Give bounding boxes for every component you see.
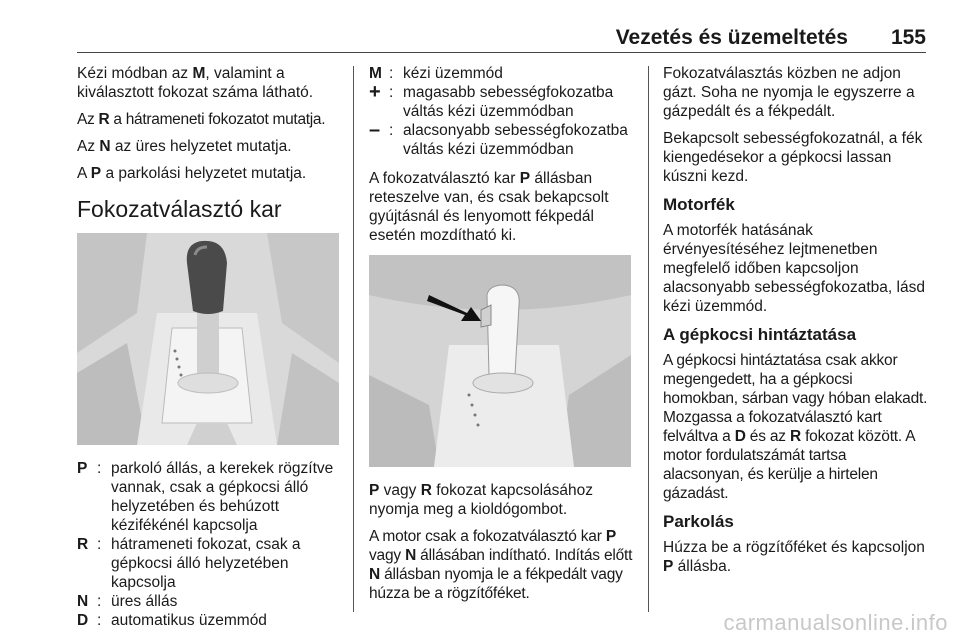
def-n: N : üres állás: [77, 593, 178, 610]
column-divider-1: [353, 66, 354, 612]
def-d: D : automatikus üzemmód: [77, 612, 267, 629]
intro-paragraph-n: Az N az üres helyzetet mutatja.: [77, 138, 292, 155]
def-p: P : parkoló állás, a kerekek rögzítve vannak, csak a gépkocsi álló helyzetében és behúzott kézifékénél kapcsolja: [77, 460, 334, 534]
heading-hintaztatas: A gépkocsi hintáztatása: [663, 325, 857, 344]
column-1: [77, 64, 342, 630]
gear-position-definitions: [77, 459, 342, 630]
release-button-photo: [369, 255, 631, 467]
paragraph-hintaztatas: A gépkocsi hintáztatása csak akkor megengedett, ha a gépkocsi homokban, sárban vagy hóban elakadt. Mozgassa a fokozatválasztó kart felváltva a D és az R fokozat között. A motor fordulatszámát tartsa alacsonyan, és kerülje a hirtelen gázadást.: [663, 352, 928, 502]
page-number: 155: [890, 26, 926, 49]
def-m: M : kézi üzemmód: [369, 65, 503, 82]
paragraph-lock: A fokozatválasztó kar P állásban reteszelve van, és csak bekapcsolt gyújtásnál és lenyomott fékpedál esetén mozdítható ki.: [369, 170, 609, 244]
def-minus: – : alacsonyabb sebességfokozatba váltás kézi üzemmódban: [369, 119, 628, 158]
heading-motorfek: Motorfék: [663, 195, 735, 214]
paragraph-parkolas: Húzza be a rögzítőféket és kapcsoljon P állásba.: [663, 539, 925, 575]
paragraph-motorfek: A motorfék hatásának érvényesítéséhez lejtmenetben megfelelő időben kapcsoljon alacsonyabb sebességfokozatba, lásd kézi üzemmód.: [663, 222, 925, 315]
paragraph-engine-start: A motor csak a fokozatválasztó kar P vagy N állásában indítható. Indítás előtt N állásban nyomja le a fékpedált vagy húzza be a rögzítőféket.: [369, 528, 633, 602]
column-3: [663, 64, 929, 584]
intro-paragraph-p: A P a parkolási helyzetet mutatja.: [77, 165, 307, 182]
gear-lever-photo: [77, 233, 339, 445]
section-title: Vezetés és üzemeltetés: [615, 26, 848, 49]
heading-fokozatvalaszto-kar: Fokozatválasztó kar: [77, 196, 282, 222]
intro-paragraph-m: Kézi módban az M, valamint a kiválasztott fokozat száma látható.: [77, 65, 314, 101]
paragraph-creep: Bekapcsolt sebességfokozatnál, a fék kiengedésekor a gépkocsi lassan kúszni kezd.: [663, 130, 923, 185]
intro-paragraph-r: Az R a hátrameneti fokozatot mutatja.: [77, 111, 326, 128]
heading-parkolas: Parkolás: [663, 512, 734, 531]
paragraph-release-button: P vagy R fokozat kapcsolásához nyomja meg a kioldógombot.: [369, 482, 594, 518]
paragraph-no-gas: Fokozatválasztás közben ne adjon gázt. Soha ne nyomja le egyszerre a gázpedált és a fékpedált.: [663, 65, 915, 120]
page-header: [77, 22, 926, 53]
watermark-text: carmanualsonline.info: [723, 610, 948, 635]
column-2: [369, 64, 637, 611]
def-plus: + : magasabb sebességfokozatba váltás kézi üzemmódban: [369, 81, 614, 120]
column-divider-2: [648, 66, 649, 612]
manual-mode-definitions: [369, 64, 637, 159]
def-r: R : hátrameneti fokozat, csak a gépkocsi álló helyzetében kapcsolja: [77, 536, 301, 591]
